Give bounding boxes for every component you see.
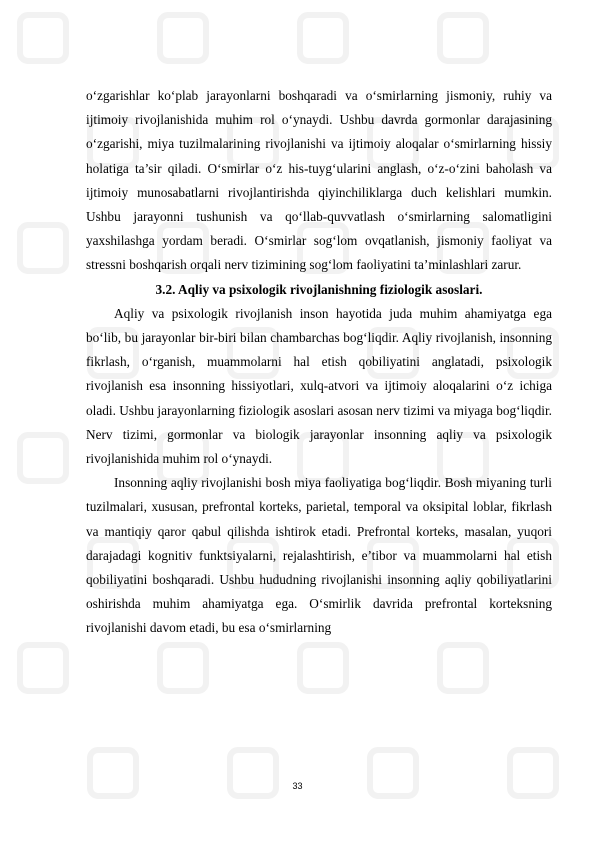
page-content [86,84,552,641]
paragraph-3: Insonning aqliy rivojlanishi bosh miya faoliyatiga bog‘liqdir. Bosh miyaning turli tuzilmalari, xususan, prefrontal korteks, parietal, temporal va oksipital loblar, fikrlash va mantiqiy qaror qabul qilishda ishtirok etadi. Prefrontal korteks, masalan, yuqori darajadagi kognitiv funktsiyalarni, rejalashtirish, e’tibor va muammolarni hal etish qobiliyatini boshqaradi. Ushbu hududning rivojlanishi insonning aqliy qobiliyatlarini oshirishda muhim ahamiyatga ega. O‘smirlik davrida prefrontal korteksning rivojlanishi davom etadi, bu esa o‘smirlarning [86,475,552,636]
section-heading: 3.2. Aqliy va psixologik rivojlanishning fiziologik asoslari. [155,281,483,297]
page-number: 33 [292,781,303,791]
paragraph-2: Aqliy va psixologik rivojlanish inson hayotida juda muhim ahamiyatga ega bo‘lib, bu jarayonlar bir-biri bilan chambarchas bog‘liqdir. Aqliy rivojlanish, insonning fikrlash, o‘rganish, muammolarni hal etish qobiliyatini anglatadi, psixologik rivojlanish esa insonning hissiyotlari, xulq-atvori va ijtimoiy aloqalarini o‘z ichiga oladi. Ushbu jarayonlarning fiziologik asoslari asosan nerv tizimi va miyaga bog‘liqdir. Nerv tizimi, gormonlar va biologik jarayonlar insonning aqliy va psixologik rivojlanishida muhim rol o‘ynaydi. [86,305,552,467]
paragraph-1: o‘zgarishlar ko‘plab jarayonlarni boshqaradi va o‘smirlarning jismoniy, ruhiy va ijtimoiy rivojlanishida muhim rol o‘ynaydi. Ushbu davrda gormonlar darajasining o‘zgarishi, miya tuzilmalarining rivojlanishi va ijtimoiy aloqalar o‘smirlarning hissiy holatiga ta’sir qiladi. O‘smirlar o‘z his-tuyg‘ularini anglash, o‘z-o‘zini baholash va ijtimoiy munosabatlarni rivojlantirishda qiyinchiliklarga duch kelishlari mumkin. Ushbu jarayonni tushunish va qo‘llab-quvvatlash o‘smirlarning salomatligini yaxshilashga yordam beradi. O‘smirlar sog‘lom ovqatlanish, jismoniy faoliyat va stressni boshqarish orqali nerv tizimining sog‘lom faoliyatini ta’minlashlari zarur. [86,88,552,273]
